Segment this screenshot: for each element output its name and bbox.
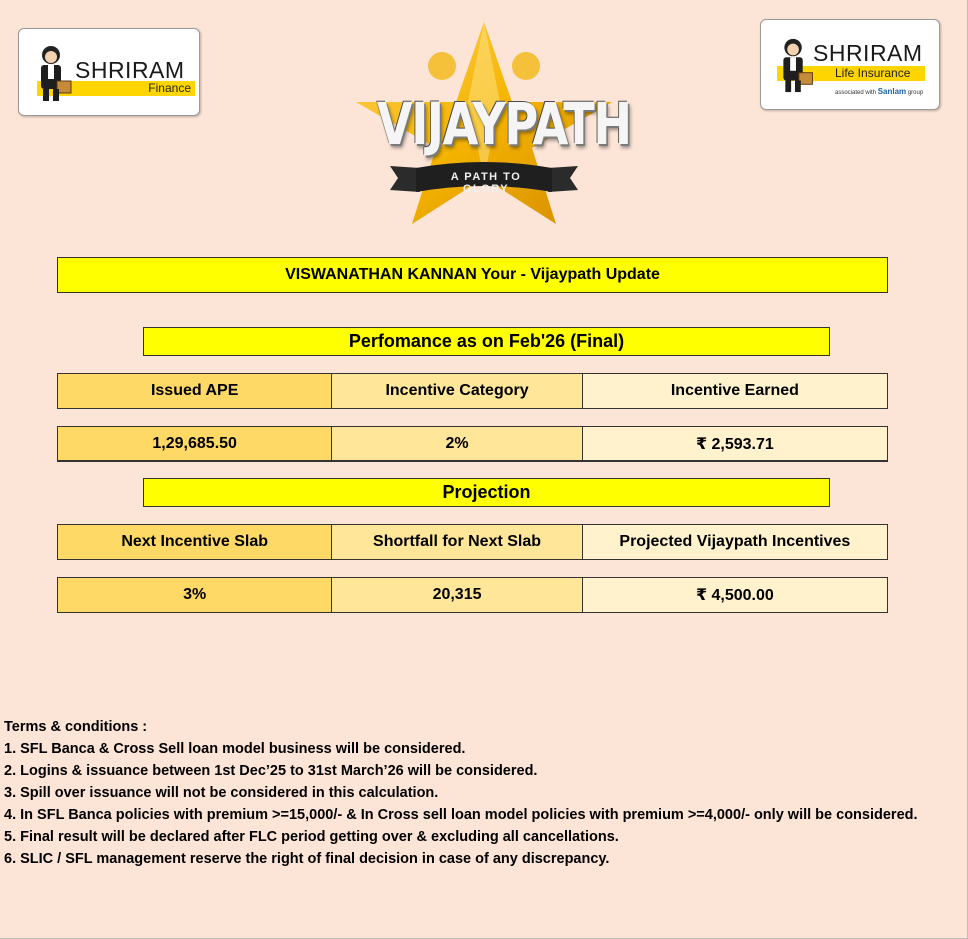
terms-item: 1. SFL Banca & Cross Sell loan model business will be considered. bbox=[4, 741, 466, 757]
performance-title: Perfomance as on Feb'26 (Final) bbox=[143, 327, 830, 356]
value-projected-incentives: ₹ 4,500.00 bbox=[583, 578, 887, 612]
mascot-icon bbox=[775, 34, 815, 94]
terms-and-conditions bbox=[4, 716, 918, 870]
sanlam-label: Sanlam bbox=[877, 87, 907, 96]
header-next-incentive-slab: Next Incentive Slab bbox=[58, 525, 332, 559]
vijaypath-emblem bbox=[350, 18, 631, 228]
vijaypath-title: VIJAYPATH bbox=[376, 90, 631, 158]
terms-item: 4. In SFL Banca policies with premium >=15,000/- & In Cross sell loan model policies with premium >=4,000/- only will be considered. bbox=[4, 807, 918, 823]
brand-name: SHRIRAM bbox=[75, 57, 185, 83]
performance-value-row bbox=[57, 426, 888, 462]
header-issued-ape: Issued APE bbox=[58, 374, 332, 408]
projection-value-row bbox=[57, 577, 888, 613]
shriram-finance-logo bbox=[18, 28, 200, 116]
terms-heading: Terms & conditions : bbox=[4, 719, 148, 735]
performance-header-row bbox=[57, 373, 888, 409]
vijaypath-tagline: A PATH TO GLORY bbox=[450, 171, 522, 195]
terms-item: 5. Final result will be declared after FLC period getting over & excluding all cancellations. bbox=[4, 829, 619, 845]
terms-list bbox=[4, 738, 918, 870]
value-shortfall: 20,315 bbox=[332, 578, 582, 612]
brand-sub: Finance bbox=[148, 81, 191, 95]
terms-item: 2. Logins & issuance between 1st Dec’25 to 31st March’26 will be considered. bbox=[4, 763, 538, 779]
header-shortfall: Shortfall for Next Slab bbox=[332, 525, 582, 559]
mascot-icon bbox=[33, 41, 73, 103]
group-label: group bbox=[907, 90, 924, 96]
terms-item: 6. SLIC / SFL management reserve the right of final decision in case of any discrepancy. bbox=[4, 851, 610, 867]
brand-sub: Life Insurance bbox=[835, 66, 911, 80]
value-incentive-category: 2% bbox=[332, 427, 582, 460]
associated-label: associated with bbox=[835, 90, 877, 96]
shriram-life-insurance-logo bbox=[760, 19, 940, 110]
terms-item: 3. Spill over issuance will not be considered in this calculation. bbox=[4, 785, 439, 801]
header-incentive-category: Incentive Category bbox=[332, 374, 582, 408]
brand-name: SHRIRAM bbox=[813, 40, 923, 66]
value-incentive-earned: ₹ 2,593.71 bbox=[583, 427, 887, 460]
projection-header-row bbox=[57, 524, 888, 560]
greeting-banner: VISWANATHAN KANNAN Your - Vijaypath Update bbox=[57, 257, 888, 293]
associated-text bbox=[835, 87, 923, 96]
value-next-incentive-slab: 3% bbox=[58, 578, 332, 612]
header-incentive-earned: Incentive Earned bbox=[583, 374, 887, 408]
projection-title: Projection bbox=[143, 478, 830, 507]
header-projected-incentives: Projected Vijaypath Incentives bbox=[583, 525, 887, 559]
value-issued-ape: 1,29,685.50 bbox=[58, 427, 332, 460]
